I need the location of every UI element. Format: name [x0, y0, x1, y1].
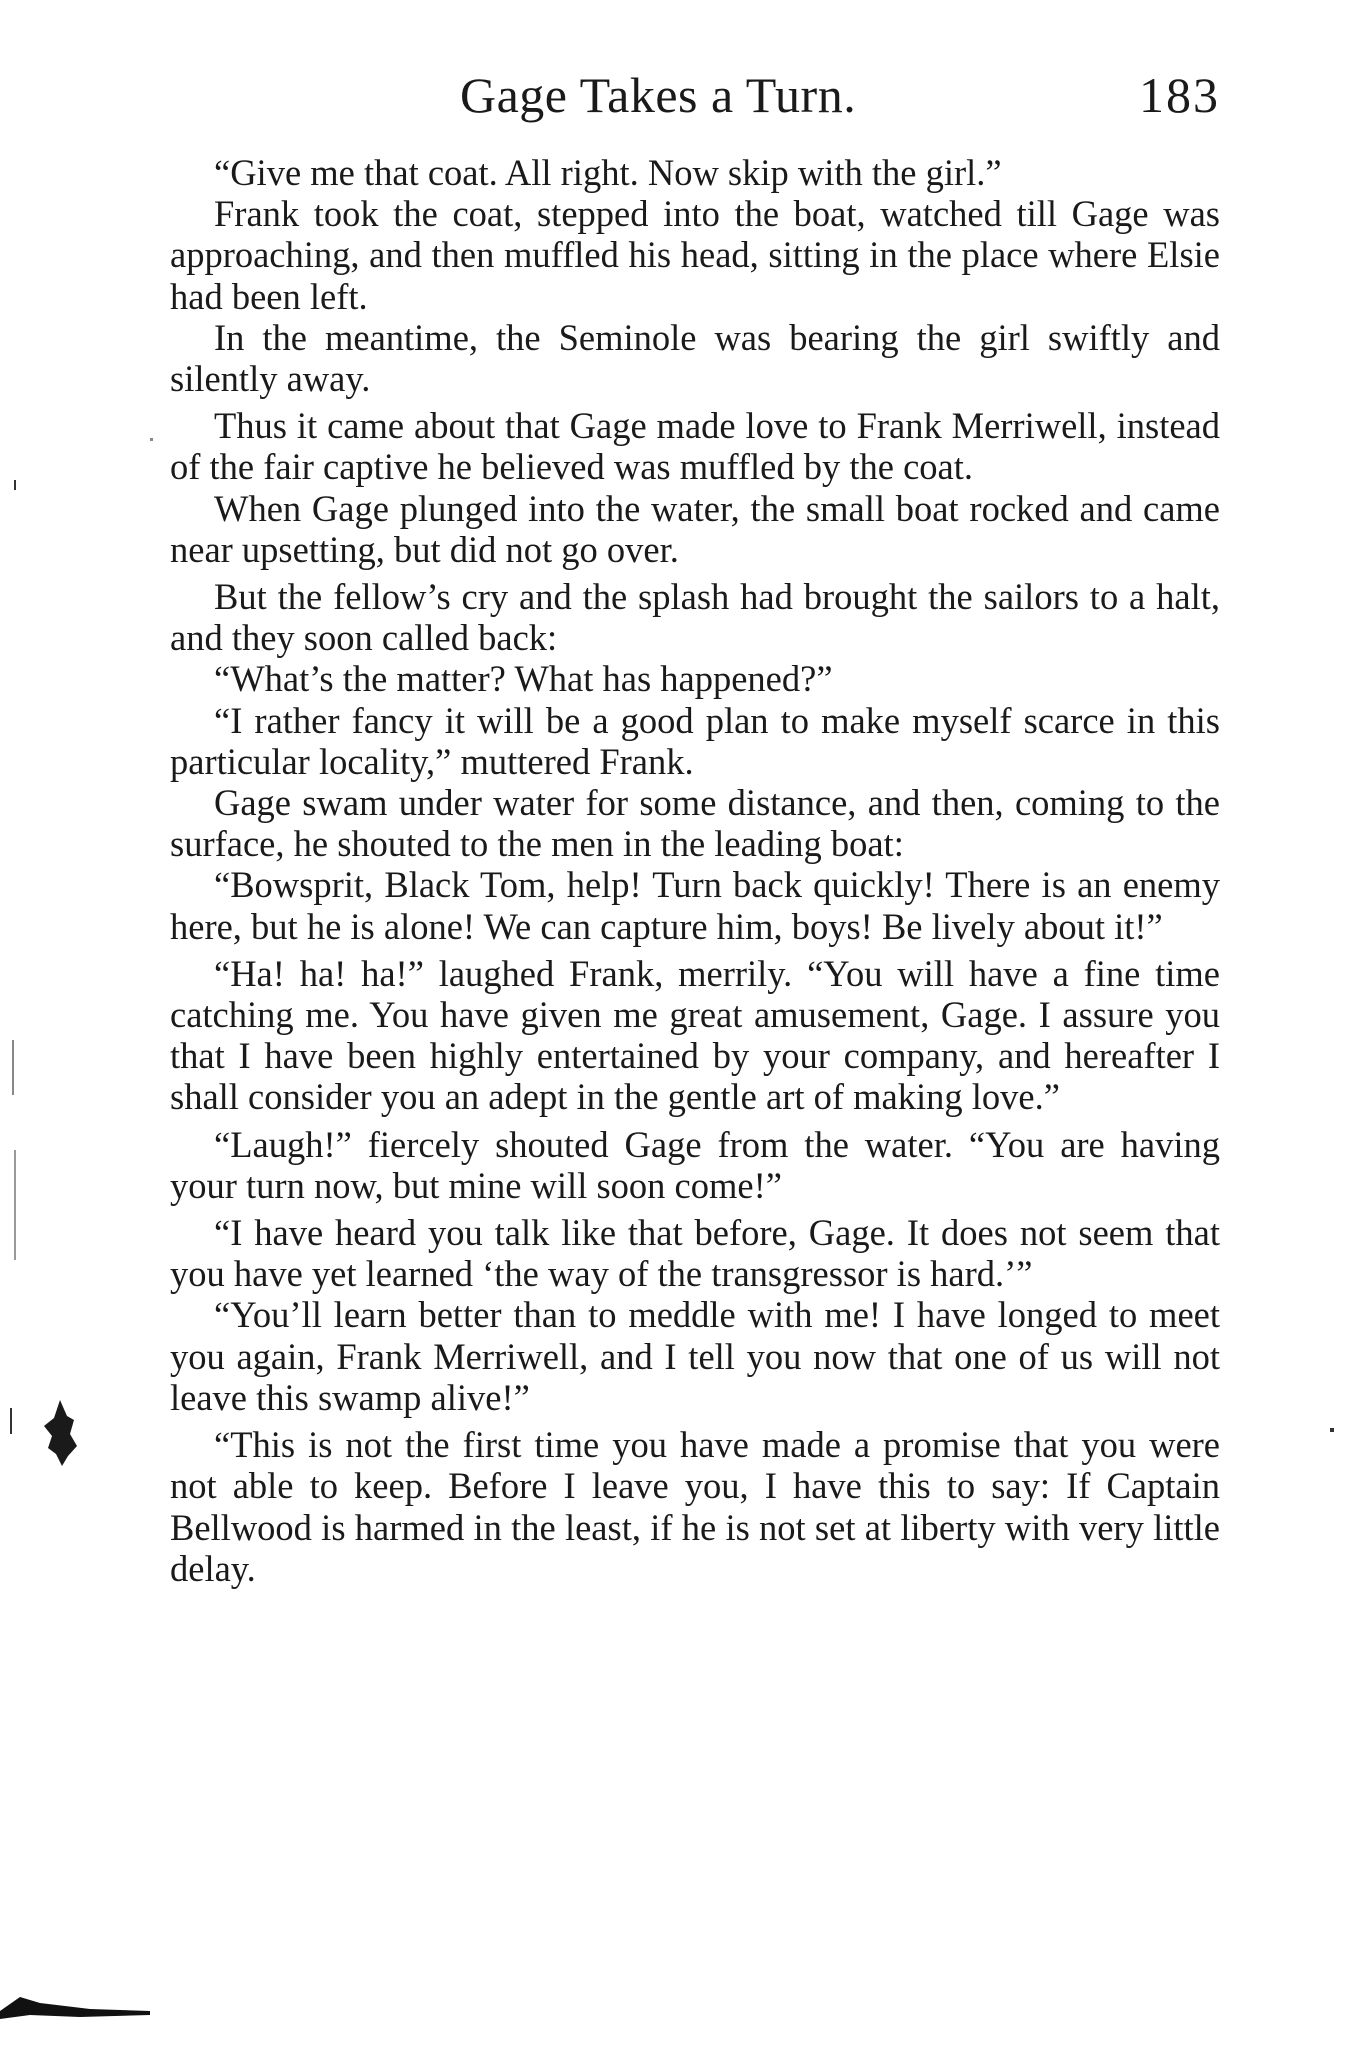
paragraph: “Bowsprit, Black Tom, help! Turn back quickly! There is an enemy here, but he is alone! We can capture him, boys! Be lively about it!” — [170, 864, 1220, 947]
running-head — [170, 66, 1220, 136]
paragraph: “You’ll learn better than to meddle with me! I have longed to meet you again, Frank Merriwell, and I tell you now that one of us will not leave this swamp alive!” — [170, 1294, 1220, 1418]
paragraph: “Laugh!” fiercely shouted Gage from the water. “You are having your turn now, but mine will soon come!” — [170, 1123, 1220, 1206]
running-title: Gage Takes a Turn. — [460, 67, 857, 123]
page-number: 183 — [1139, 67, 1220, 123]
margin-speck — [1330, 1428, 1334, 1432]
paragraph: In the meantime, the Seminole was bearing the girl swiftly and silently away. — [170, 316, 1220, 400]
margin-speck — [14, 1150, 16, 1260]
paragraph: “What’s the matter? What has happened?” — [214, 658, 833, 700]
paragraph: “I rather fancy it will be a good plan to make myself scarce in this particular locality,” muttered Frank. — [170, 699, 1220, 782]
paragraph: “Give me that coat. All right. Now skip with the girl.” — [214, 152, 1002, 193]
margin-speck — [12, 1040, 14, 1095]
paragraph: “Ha! ha! ha!” laughed Frank, merrily. “You will have a fine time catching me. You have given me great amusement, Gage. I assure you that I have been highly entertained by your company, and hereafter I shall consider you an adept in the gentle art of making love.” — [170, 952, 1220, 1118]
margin-speck — [14, 480, 16, 490]
paragraph: Frank took the coat, stepped into the boat, watched till Gage was approaching, and then muffled his head, sitting in the place where Elsie had been left. — [170, 193, 1220, 317]
paragraph: Gage swam under water for some distance, and then, coming to the surface, he shouted to the men in the leading boat: — [170, 782, 1220, 865]
ink-blot-icon — [40, 1398, 80, 1468]
paragraph: But the fellow’s cry and the splash had brought the sailors to a halt, and they soon called back: — [170, 576, 1220, 659]
paragraph: Thus it came about that Gage made love to Frank Merriwell, instead of the fair captive he believed was muffled by the coat. — [170, 405, 1220, 488]
margin-speck — [150, 438, 153, 441]
paragraph: “This is not the first time you have made a promise that you were not able to keep. Before I leave you, I have this to say: If Captain Bellwood is harmed in the least, if he is not set at liberty with very little delay. — [170, 1424, 1220, 1589]
body-text — [170, 152, 1220, 1589]
paragraph: When Gage plunged into the water, the small boat rocked and came near upsetting, but did not go over. — [170, 487, 1220, 570]
margin-speck — [10, 1408, 12, 1434]
corner-ink-mark — [0, 1985, 150, 2025]
paragraph: “I have heard you talk like that before, Gage. It does not seem that you have yet learned ‘the way of the transgressor is hard.’” — [170, 1212, 1220, 1295]
